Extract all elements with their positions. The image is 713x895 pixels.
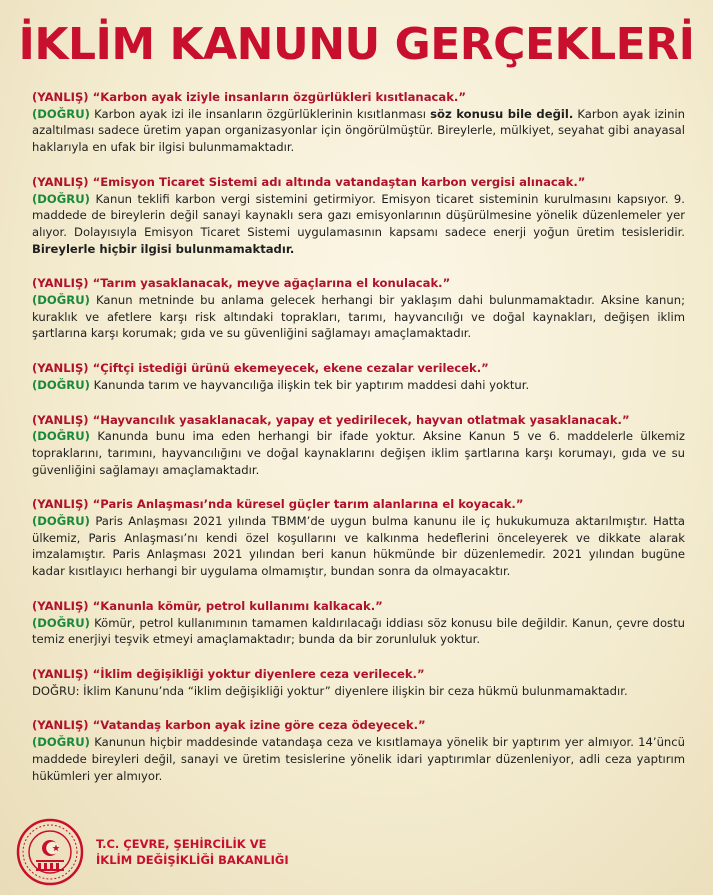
false-claim: (YANLIŞ) “Paris Anlaşması’nda küresel güçler tarım alanlarına el koyacak.” [32, 497, 524, 512]
fact-item-7 [32, 598, 685, 648]
true-tag: (DOĞRU) [32, 106, 90, 121]
true-fact [32, 191, 685, 258]
fact-item-2 [32, 174, 685, 258]
fact-text: Kanun teklifi karbon vergi sistemini getirmiyor. Emisyon ticaret sisteminin kurulmasını kapsıyor. 9. maddede de bireylerin değil sanayi kaynaklı sera gazı emisyonlarının düşürülmesine yönelik düzenlemeler yer alıyor. Dolayısıyla Emisyon Ticaret Sistemi uygulamasının kapsamı sadece enerji yoğun üretim tesisleridir. [32, 191, 685, 239]
false-claim: (YANLIŞ) “Tarım yasaklanacak, meyve ağaçlarına el konulacak.” [32, 276, 451, 291]
fact-text: Kanunda tarım ve hayvancılığa ilişkin tek bir yaptırım maddesi dahi yoktur. [89, 377, 530, 392]
ministry-name-line2: İKLİM DEĞİŞİKLİĞİ BAKANLIĞI [96, 853, 289, 867]
true-tag: DOĞRU: [32, 683, 80, 698]
fact-item-1 [32, 89, 685, 156]
true-tag: (DOĞRU) [32, 293, 90, 308]
true-fact [32, 292, 685, 342]
fact-text: İklim Kanunu’nda “iklim değişikliği yoktur” diyenlere ilişkin bir ceza hükmü bulunmamaktadır. [79, 683, 628, 698]
true-fact [32, 513, 685, 580]
fact-emphasis: Bireylerle hiçbir ilgisi bulunmamaktadır. [32, 241, 295, 256]
fact-item-8 [32, 666, 685, 699]
fact-item-3 [32, 275, 685, 342]
true-fact [32, 615, 685, 648]
true-tag: (DOĞRU) [32, 377, 90, 392]
page-title: İKLİM KANUNU GERÇEKLERİ [18, 19, 695, 70]
true-fact [32, 683, 685, 700]
ministry-footer [16, 818, 289, 886]
true-fact [32, 428, 685, 478]
ministry-name [96, 836, 289, 868]
fact-text: Paris Anlaşması 2021 yılında TBMM’de uygun bulma kanunu ile iç hukukumuza aktarılmıştır. Hatta ülkemiz, Paris Anlaşması’nı kendi özel koşullarını ve kalkınma hedeflerini önceleyerek ve dikkate alarak imzalamıştır. Paris Anlaşması 2021 yılından beri kanun hükmünde bir düzenlemedir. 2021 yılından bugüne kadar kısıtlayıcı herhangi bir uygulama olmamıştır, bundan sonra da olmayacaktır. [32, 514, 685, 579]
true-tag: (DOĞRU) [32, 429, 90, 444]
false-claim: (YANLIŞ) “Çiftçi istediği ürünü ekemeyecek, ekene cezalar verilecek.” [32, 361, 489, 376]
fact-item-9 [32, 717, 685, 784]
false-claim: (YANLIŞ) “Kanunla kömür, petrol kullanımı kalkacak.” [32, 598, 383, 613]
true-tag: (DOĞRU) [32, 514, 90, 529]
fact-item-4 [32, 360, 685, 393]
false-claim: (YANLIŞ) “Hayvancılık yasaklanacak, yapay et yedirilecek, hayvan otlatmak yasaklanacak.” [32, 412, 630, 427]
facts-list [32, 89, 685, 802]
fact-text: Kanunun hiçbir maddesinde vatandaşa ceza ve kısıtlamaya yönelik bir yaptırım yer almıyor. 14’üncü maddede bireyleri değil, sanayi ve üretim tesislerine yönelik idari yaptırımlar düzenleniyor, adli ceza yaptırım hükümleri yer almıyor. [32, 735, 685, 783]
false-claim: (YANLIŞ) “İklim değişikliği yoktur diyenlere ceza verilecek.” [32, 666, 425, 681]
fact-text: Kanun metninde bu anlama gelecek herhangi bir yaklaşım dahi bulunmamaktadır. Aksine kanun; kuraklık ve afetlere karşı risk altındaki toprakları, tarımı, hayvancılığı ve doğal kaynakları, değişen iklim şartlarına karşı korumak; gıda ve su güvenliğini sağlamayı amaçlamaktadır. [32, 293, 685, 341]
true-fact [32, 377, 685, 394]
false-claim: (YANLIŞ) “Karbon ayak iziyle insanların özgürlükleri kısıtlanacak.” [32, 90, 466, 104]
fact-text: Kanunda bunu ima eden herhangi bir ifade yoktur. Aksine Kanun 5 ve 6. maddelerle ülkemiz topraklarını, tarımını, hayvancılığını ve doğal kaynaklarını değişen iklim şartlarına karşı korumayı, gıda ve su güvenliğini sağlamayı amaçlamaktadır. [32, 429, 685, 477]
fact-text-after: Karbon ayak izinin azaltılması sadece üretim yapan organizasyonlar için öngörülmüştür. Bireylerle, mülkiyet, seyahat gibi anayasal haklarıyla en ufak bir ilgisi bulunmamaktadır. [32, 106, 685, 155]
true-tag: (DOĞRU) [32, 735, 90, 750]
fact-emphasis: söz konusu bile değil. [430, 106, 574, 121]
fact-text: Kömür, petrol kullanımının tamamen kaldırılacağı iddiası söz konusu bile değildir. Kanun, çevre dostu temiz enerjiyi teşvik etmeyi amaçlamaktadır; bunda da bir zorunluluk yoktur. [32, 615, 685, 647]
fact-text: Karbon ayak izi ile insanların özgürlüklerinin kısıtlanması [89, 106, 431, 121]
false-claim: (YANLIŞ) “Emisyon Ticaret Sistemi adı altında vatandaştan karbon vergisi alınacak.” [32, 174, 586, 189]
false-claim: (YANLIŞ) “Vatandaş karbon ayak izine göre ceza ödeyecek.” [32, 718, 426, 733]
true-tag: (DOĞRU) [32, 191, 90, 206]
fact-item-6 [32, 496, 685, 580]
fact-item-5 [32, 412, 685, 479]
ministry-name-line1: T.C. ÇEVRE, ŞEHİRCİLİK VE [96, 837, 267, 851]
ministry-seal-icon [16, 818, 84, 886]
true-fact [32, 734, 685, 784]
true-fact [32, 106, 685, 156]
true-tag: (DOĞRU) [32, 615, 90, 630]
